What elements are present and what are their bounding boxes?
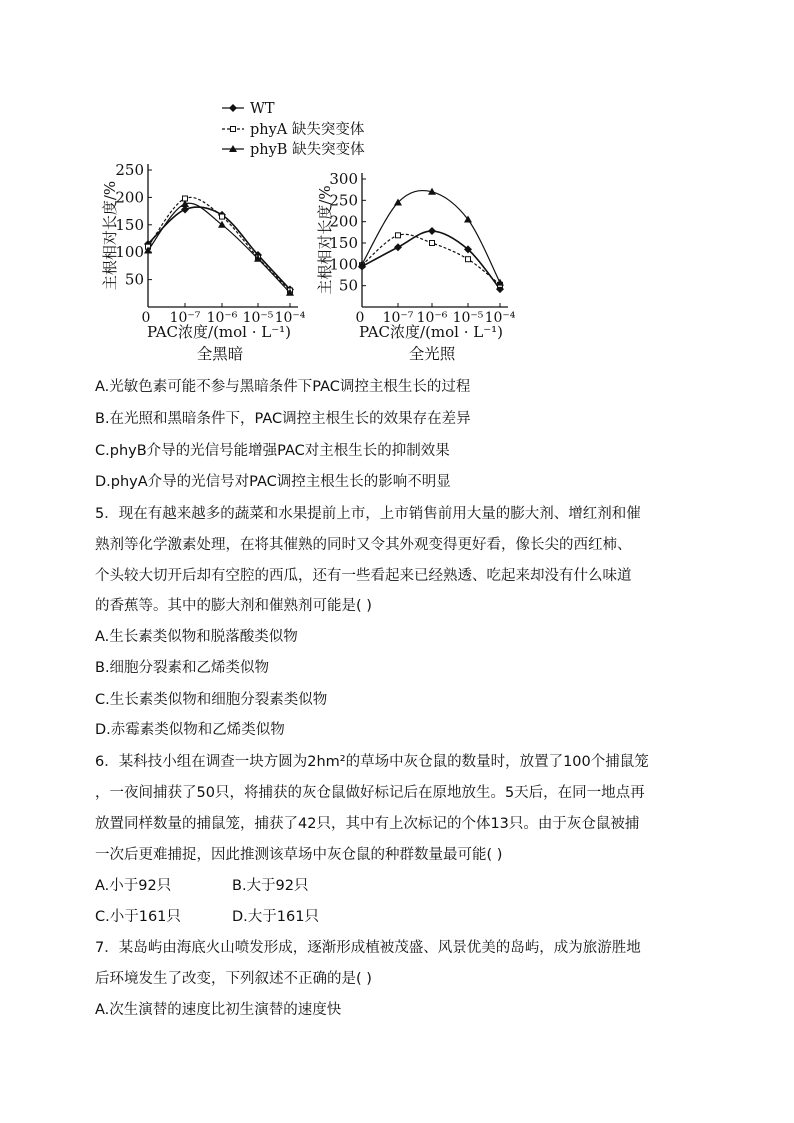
q6-stem-line-1: 6．某科技小组在调查一块方圆为2hm²的草场中灰仓鼠的数量时，放置了100个捕鼠笼 [95, 754, 649, 770]
light-point-s1-2 [430, 241, 435, 246]
q7-option-a: A.次生演替的速度比初生演替的速度快 [95, 1002, 342, 1018]
q5-stem-line-4: 的香蕉等。其中的膨大剂和催熟剂可能是( ) [95, 598, 372, 614]
q4-option-a: A.光敏色素可能不参与黑暗条件下PAC调控主根生长的过程 [95, 379, 471, 395]
q4-option-c: C.phyB介导的光信号能增强PAC对主根生长的抑制效果 [95, 443, 450, 459]
light-y-tick-label: 50 [338, 276, 358, 295]
q5-option-a: A.生长素类似物和脱落酸类似物 [95, 629, 298, 645]
legend-marker-0 [229, 104, 237, 112]
q5-stem-line-3: 个头较大切开后却有空腔的西瓜，还有一些看起来已经熟透、吃起来却没有什么味道 [95, 568, 632, 584]
dark-x-tick-label: 10⁻⁵ [242, 310, 274, 326]
q6-stem-line-2: ，一夜间捕获了50只，将捕获的灰仓鼠做好标记后在原地放生。5天后，在同一地点再 [95, 785, 645, 801]
light-y-tick-label: 100 [329, 255, 358, 274]
light-x-tick-label: 10⁻⁶ [416, 310, 448, 326]
q6-option-c: C.小于161只 [95, 909, 181, 925]
dark-y-tick-label: 50 [124, 270, 144, 289]
light-x-tick-label: 0 [355, 310, 365, 326]
light-y-tick-label: 200 [329, 212, 358, 231]
light-x-axis-title: PAC浓度/(mol · L⁻¹) [358, 323, 504, 341]
q6-option-d: D.大于161只 [232, 909, 319, 925]
light-point-s1-3 [466, 257, 471, 262]
dark-x-tick-label: 0 [141, 310, 151, 326]
q6-option-a: A.小于92只 [95, 878, 172, 894]
figure-canvas [0, 0, 794, 375]
legend-label-0: WT [250, 101, 275, 117]
dark-x-tick-label: 10⁻⁴ [274, 310, 306, 326]
q4-option-b: B.在光照和黑暗条件下，PAC调控主根生长的效果存在差异 [95, 411, 471, 427]
light-series-line-2 [362, 191, 500, 283]
q5-stem-line-2: 熟剂等化学激素处理，在将其催熟的同时又令其外观变得更好看，像长尖的西红柿、 [95, 537, 632, 553]
q4-option-d: D.phyA介导的光信号对PAC调控主根生长的影响不明显 [95, 474, 451, 490]
dark-y-tick-label: 200 [115, 188, 144, 207]
light-point-s0-2 [428, 227, 436, 235]
light-point-s0-1 [394, 243, 402, 251]
dark-caption: 全黑暗 [196, 345, 244, 363]
legend-label-2: phyB 缺失突变体 [250, 142, 365, 158]
dark-series-line-1 [148, 197, 290, 290]
legend-marker-1 [231, 127, 236, 132]
light-point-s1-1 [396, 233, 401, 238]
dark-y-axis-title: 主根相对长度/% [101, 180, 119, 291]
dark-x-tick-label: 10⁻⁷ [169, 310, 201, 326]
q5-option-c: C.生长素类似物和细胞分裂素类似物 [95, 692, 328, 708]
q6-stem-line-3: 放置同样数量的捕鼠笼，捕获了42只，其中有上次标记的个体13只。由于灰仓鼠被捕 [95, 816, 640, 832]
q6-option-b: B.大于92只 [232, 878, 309, 894]
q6-stem-line-4: 一次后更难捕捉，因此推测该草场中灰仓鼠的种群数量最可能( ) [95, 847, 503, 863]
q7-stem-line-2: 后环境发生了改变，下列叙述不正确的是( ) [95, 971, 372, 987]
light-y-tick-label: 250 [329, 191, 358, 210]
dark-y-tick-label: 150 [115, 215, 144, 234]
q5-option-d: D.赤霉素类似物和乙烯类似物 [95, 722, 285, 738]
q6-options-row-1 [95, 876, 309, 896]
light-caption: 全光照 [408, 345, 456, 363]
dark-x-axis-title: PAC浓度/(mol · L⁻¹) [146, 323, 292, 341]
q6-options-row-2 [95, 907, 319, 927]
light-x-tick-label: 10⁻⁷ [382, 310, 414, 326]
light-y-tick-label: 300 [329, 170, 358, 188]
light-x-tick-label: 10⁻⁵ [452, 310, 484, 326]
light-y-tick-label: 150 [329, 234, 358, 252]
light-y-axis-title: 主根相对长度/% [316, 185, 334, 295]
dark-x-tick-label: 10⁻⁶ [206, 310, 238, 326]
q5-option-b: B.细胞分裂素和乙烯类似物 [95, 660, 270, 676]
dark-point-s1-2 [220, 214, 225, 219]
q7-stem-line-1: 7．某岛屿由海底火山喷发形成，逐渐形成植被茂盛、风景优美的岛屿，成为旅游胜地 [95, 940, 641, 956]
dark-y-tick-label: 100 [115, 243, 144, 262]
figure [0, 0, 794, 375]
q5-stem-line-1: 5．现在有越来越多的蔬菜和水果提前上市，上市销售前用大量的膨大剂、增红剂和催 [95, 506, 641, 522]
dark-y-tick-label: 250 [115, 161, 144, 179]
legend-label-1: phyA 缺失突变体 [250, 122, 365, 138]
light-x-tick-label: 10⁻⁴ [484, 310, 516, 326]
